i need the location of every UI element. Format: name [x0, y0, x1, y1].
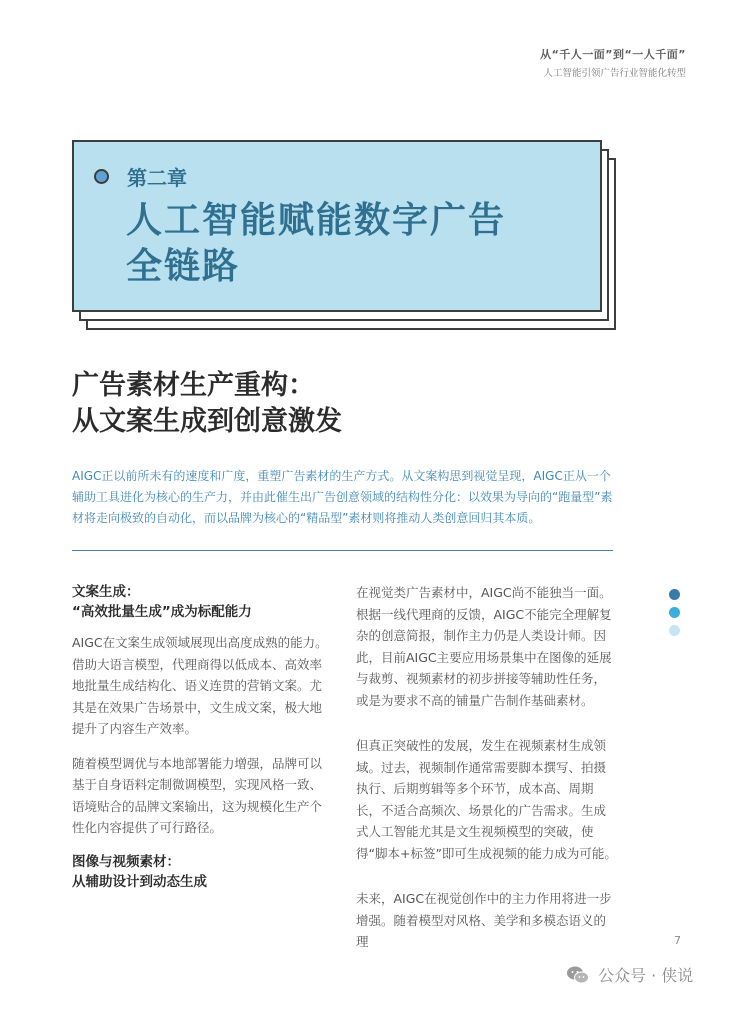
wechat-icon [566, 965, 590, 985]
left-paragraph-1: AIGC在文案生成领域展现出高度成熟的能力。借助大语言模型，代理商得以低成本、高效率地批量生成结构化、语义连贯的营销文案。尤其是在效果广告场景中，文生成文案，极大地提升了内容生产效率。 [72, 635, 328, 736]
header-subtitle: 人工智能引领广告行业智能化转型 [543, 68, 686, 79]
running-header [540, 46, 686, 79]
chapter-card-stack [72, 140, 618, 332]
dot-mid-icon [669, 607, 680, 618]
chapter-label-row [94, 162, 187, 191]
watermark-text: 公众号 · 侠说 [598, 966, 694, 985]
dot-dark-icon [669, 589, 680, 600]
right-paragraph-2: 但真正突破性的发展，发生在视频素材生成领域。过去，视频制作通常需要脚本撰写、拍摄执行、后期剪辑等多个环节，成本高、周期长，不适合高频次、场景化的广告需求。生成式人工智能尤其是文生视频模型的突破，使得“脚本+标签”即可生成视频的能力成为可能。 [356, 738, 617, 861]
intro-paragraph: AIGC正以前所未有的速度和广度，重塑广告素材的生产方式。从文案构思到视觉呈现，AIGC正从一个辅助工具进化为核心的生产力，并由此催生出广告创意领域的结构性分化：以效果为导向的“跑量型”素材将走向极致的自动化，而以品牌为核心的“精品型”素材则将推动人类创意回归其本质。 [72, 469, 613, 525]
decorative-dots [669, 589, 680, 643]
dot-light-icon [669, 625, 680, 636]
subhead-copywriting-line2: “高效批量生成”成为标配能力 [72, 604, 252, 620]
watermark [566, 963, 693, 986]
chapter-dot-icon [94, 169, 109, 184]
section-divider [72, 550, 613, 551]
chapter-title-line1: 人工智能赋能数字广告 [126, 200, 507, 241]
right-column [356, 582, 618, 977]
chapter-title [126, 198, 506, 290]
subhead-image-video [72, 852, 328, 892]
subhead-copywriting [72, 582, 328, 622]
right-paragraph-3: 未来，AIGC在视觉创作中的主力作用将进一步增强。随着模型对风格、美学和多模态语义的理 [356, 891, 612, 949]
subhead-image-video-line2: 从辅助设计到动态生成 [72, 873, 207, 890]
subhead-copywriting-line1: 文案生成： [72, 584, 140, 600]
section-title-line1: 广告素材生产重构： [72, 370, 315, 401]
section-title-line2: 从文案生成到创意激发 [72, 406, 342, 437]
header-title: 从“千人一面”到“一人千面” [540, 48, 686, 61]
chapter-label: 第二章 [127, 166, 187, 190]
left-column [72, 582, 328, 902]
chapter-card [72, 140, 602, 312]
right-paragraph-1: 在视觉类广告素材中，AIGC尚不能独当一面。根据一线代理商的反馈，AIGC不能完全理解复杂的创意简报，制作主力仍是人类设计师。因此，目前AIGC主要应用场景集中在图像的延展与裁剪、视频素材的初步拼接等辅助性任务，或是为要求不高的铺量广告制作基础素材。 [356, 585, 612, 708]
section-title [72, 368, 342, 440]
subhead-image-video-line1: 图像与视频素材： [72, 853, 180, 870]
left-paragraph-2: 随着模型调优与本地部署能力增强，品牌可以基于自身语料定制微调模型，实现风格一致、语境贴合的品牌文案输出，这为规模化生产个性化内容提供了可行路径。 [72, 755, 323, 835]
page-number: 7 [674, 934, 681, 947]
chapter-title-line2: 全链路 [126, 246, 241, 287]
